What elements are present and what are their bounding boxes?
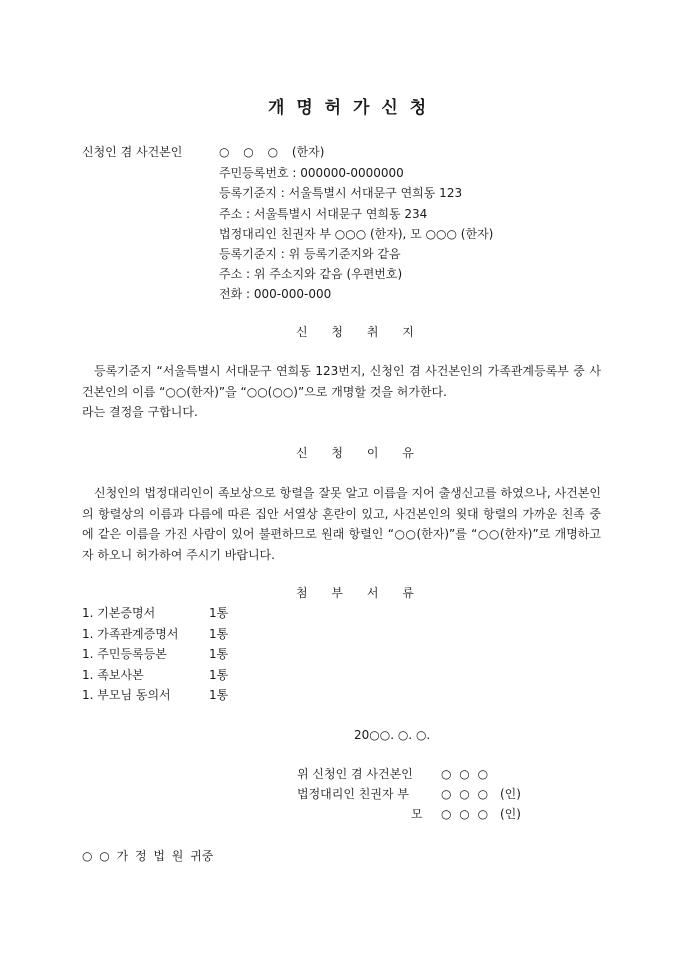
applicant-name: ○ ○ ○ (한자) [219,145,325,159]
attachment-item-name: 1. 주민등록등본 [82,647,167,661]
attachment-item-name: 1. 가족관계증명서 [82,627,179,641]
attachment-item-count: 1통 [209,688,229,702]
attachment-item-name: 1. 부모님 동의서 [82,688,171,702]
attachments-heading: 첨 부 서 류 [296,586,424,600]
applicant-registry: 등록기준지 : 서울특별시 서대문구 연희동 123 [219,186,463,200]
guardian-info: 법정대리인 친권자 부 ○○○ (한자), 모 ○○○ (한자) [219,227,494,241]
guardian-registry: 등록기준지 : 위 등록기준지와 같음 [219,247,401,261]
signature-label: 법정대리인 친권자 부 [297,787,409,801]
signature-seal: (인) [500,787,521,801]
applicant-phone: 전화 : 000-000-000 [219,287,332,301]
purpose-paragraph [82,361,601,423]
applicant-label: 신청인 겸 사건본인 [82,145,183,159]
reason-heading: 신 청 이 유 [296,446,424,460]
court-addressee: ○ ○ 가 정 법 원 귀중 [82,849,214,863]
guardian-address: 주소 : 위 주소지와 같음 (우편번호) [219,267,403,281]
document-title: 개 명 허 가 신 청 [268,98,430,118]
reason-paragraph [82,483,601,565]
applicant-address: 주소 : 서울특별시 서대문구 연희동 234 [219,207,428,221]
purpose-heading: 신 청 취 지 [296,325,424,339]
purpose-closing: 라는 결정을 구합니다. [82,405,198,419]
signature-seal: (인) [500,807,521,821]
signature-name: ○ ○ ○ [441,787,489,801]
attachment-item-count: 1통 [209,627,229,641]
attachment-item-count: 1통 [209,606,229,620]
attachment-item-count: 1통 [209,647,229,661]
attachment-item-count: 1통 [209,668,229,682]
attachment-item-name: 1. 기본증명서 [82,606,156,620]
attachment-item-name: 1. 족보사본 [82,668,144,682]
signature-name: ○ ○ ○ [441,807,489,821]
purpose-text: 등록기준지 “서울특별시 서대문구 연희동 123번지, 신청인 겸 사건본인의 가족관계등록부 중 사건본인의 이름 “○○(한자)”을 “○○(○○)”으로 개명할 것을 허가한다. [82,364,601,399]
document-date: 20○○. ○. ○. [354,728,431,742]
signature-label: 위 신청인 겸 사건본인 [297,767,413,781]
applicant-rrn: 주민등록번호 : 000000-0000000 [219,166,404,180]
reason-text: 신청인의 법정대리인이 족보상으로 항렬을 잘못 알고 이름을 지어 출생신고를 하였으나, 사건본인의 항렬상의 이름과 다름에 따른 집안 서열상 혼란이 있고, 사건본인의 윗대 항렬의 가까운 친족 중에 같은 이름을 가진 사람이 있어 불편하므로 원래 항렬인 “○○(한자)”를 “○○(한자)”로 개명하고자 하오니 허가하여 주시기 바랍니다. [82,486,601,562]
signature-name: ○ ○ ○ [441,767,489,781]
signature-label: 모 [411,807,423,821]
